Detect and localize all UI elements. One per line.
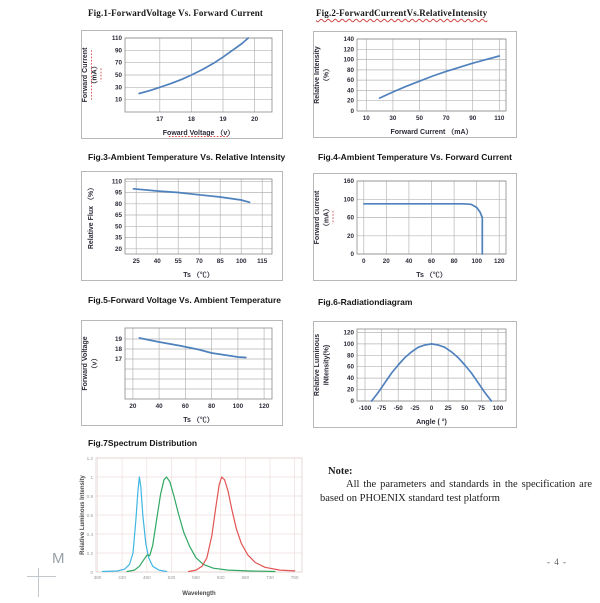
- watermark-m: M: [52, 550, 65, 567]
- svg-text:140: 140: [343, 36, 354, 43]
- svg-text:1.2: 1.2: [86, 456, 93, 461]
- svg-text:Relative Luminous Intensity: Relative Luminous Intensity: [80, 475, 86, 555]
- svg-text:Angle ( °): Angle ( °): [416, 419, 447, 426]
- svg-text:80: 80: [346, 66, 354, 74]
- svg-text:60: 60: [346, 214, 354, 222]
- svg-text:680: 680: [241, 575, 250, 580]
- svg-text:Relative Flux （%）: Relative Flux （%）: [88, 183, 95, 250]
- svg-text:120: 120: [343, 329, 354, 337]
- svg-text:730: 730: [266, 575, 274, 580]
- svg-text:35: 35: [114, 234, 122, 242]
- svg-text:18: 18: [114, 346, 122, 353]
- svg-text:20: 20: [346, 232, 354, 240]
- svg-text:Ts （℃）: Ts （℃）: [183, 272, 214, 279]
- fig6-chart: [313, 321, 517, 428]
- svg-text:120: 120: [493, 258, 505, 265]
- svg-text:0.8: 0.8: [86, 494, 93, 499]
- svg-text:60: 60: [427, 258, 436, 265]
- svg-text:110: 110: [494, 115, 505, 122]
- svg-text:20: 20: [382, 258, 390, 265]
- svg-text:19: 19: [114, 336, 122, 343]
- svg-text:75: 75: [477, 405, 485, 412]
- fig1-title: Fig.1-ForwardVoltage Vs. Forward Current: [88, 8, 264, 18]
- svg-text:1: 1: [90, 475, 93, 480]
- svg-text:17: 17: [114, 356, 122, 363]
- svg-text:Relative Intensity: Relative Intensity: [314, 46, 321, 104]
- svg-text:18: 18: [187, 116, 195, 123]
- svg-text:100: 100: [343, 196, 354, 204]
- svg-text:Relative Luminous: Relative Luminous: [314, 333, 321, 397]
- svg-text:60: 60: [346, 363, 354, 371]
- fig7-chart: [72, 450, 308, 598]
- fig5-title: Fig.5-Forward Voltage Vs. Ambient Temperature: [88, 295, 282, 305]
- watermark-crosshair-hline: [27, 576, 56, 577]
- svg-text:0: 0: [350, 108, 354, 115]
- svg-text:10: 10: [114, 96, 122, 104]
- note-block: [320, 466, 592, 505]
- svg-text:0: 0: [350, 398, 354, 405]
- svg-text:430: 430: [118, 575, 126, 580]
- svg-text:0: 0: [429, 405, 434, 412]
- svg-text:0: 0: [350, 251, 354, 258]
- svg-text:Forward Current （mA）: Forward Current （mA）: [390, 129, 473, 136]
- svg-text:30: 30: [114, 84, 122, 92]
- fig3-chart: [81, 171, 283, 281]
- svg-text:50: 50: [114, 223, 122, 231]
- svg-text:70: 70: [195, 258, 203, 265]
- svg-text:40: 40: [405, 258, 413, 265]
- fig1-chart: [81, 30, 283, 139]
- svg-text:100: 100: [471, 258, 482, 265]
- svg-text:0.2: 0.2: [86, 551, 93, 556]
- svg-text:Wavelength: Wavelength: [182, 591, 216, 597]
- fig6-title: Fig.6-Radiationdiagram: [318, 297, 413, 307]
- svg-text:25: 25: [444, 405, 452, 412]
- svg-text:115: 115: [257, 258, 268, 265]
- svg-text:0: 0: [362, 258, 366, 265]
- svg-text:100: 100: [232, 403, 244, 410]
- svg-text:40: 40: [155, 403, 163, 410]
- svg-text:80: 80: [114, 200, 122, 208]
- svg-text:19: 19: [219, 116, 227, 123]
- svg-text:-100: -100: [358, 405, 372, 412]
- svg-text:80: 80: [346, 352, 354, 360]
- svg-text:（mA）: （mA）: [91, 62, 99, 88]
- fig7-title: Fig.7Spectrum Distribution: [88, 438, 198, 448]
- svg-text:110: 110: [111, 178, 122, 186]
- svg-text:55: 55: [174, 258, 182, 265]
- svg-text:80: 80: [450, 258, 458, 265]
- fig3-title: Fig.3-Ambient Temperature Vs. Relative Intensity: [88, 152, 286, 162]
- page-number: - 4 -: [547, 557, 567, 567]
- svg-text:Forward Voltage: Forward Voltage: [82, 336, 89, 391]
- svg-text:Ts （℃）: Ts （℃）: [416, 272, 447, 279]
- svg-text:0: 0: [90, 570, 93, 575]
- svg-text:40: 40: [153, 258, 161, 265]
- fig4-title: Fig.4-Ambient Temperature Vs. Forward Current: [318, 152, 512, 162]
- svg-text:120: 120: [258, 403, 270, 410]
- svg-text:530: 530: [167, 575, 176, 580]
- svg-text:60: 60: [181, 403, 189, 410]
- svg-text:-50: -50: [393, 405, 403, 412]
- svg-text:95: 95: [114, 189, 122, 197]
- svg-text:100: 100: [343, 340, 354, 348]
- svg-text:（v）: （v）: [91, 354, 99, 373]
- svg-text:50: 50: [461, 405, 469, 412]
- svg-text:100: 100: [492, 405, 504, 412]
- svg-text:90: 90: [114, 47, 122, 55]
- svg-text:100: 100: [343, 56, 354, 64]
- svg-text:-25: -25: [410, 405, 420, 412]
- watermark-crosshair-vline: [38, 568, 39, 597]
- svg-text:20: 20: [114, 245, 122, 253]
- svg-text:25: 25: [132, 258, 140, 265]
- svg-text:160: 160: [343, 178, 354, 185]
- svg-text:90: 90: [469, 115, 477, 122]
- svg-text:40: 40: [346, 87, 354, 95]
- svg-text:380: 380: [93, 575, 102, 580]
- fig5-chart: [81, 320, 283, 426]
- svg-text:Forward current: Forward current: [314, 190, 321, 245]
- svg-text:10: 10: [362, 115, 370, 122]
- svg-text:0.4: 0.4: [86, 532, 93, 537]
- svg-text:60: 60: [346, 77, 354, 85]
- svg-text:INtensity(%): INtensity(%): [323, 344, 331, 386]
- svg-text:70: 70: [442, 115, 450, 122]
- svg-text:Forward Current: Forward Current: [82, 47, 89, 103]
- svg-text:17: 17: [156, 116, 164, 123]
- svg-text:50: 50: [114, 72, 122, 79]
- svg-text:65: 65: [114, 212, 122, 219]
- svg-text:（mA）: （mA）: [323, 204, 331, 231]
- svg-text:30: 30: [389, 115, 397, 122]
- svg-text:780: 780: [290, 575, 299, 580]
- svg-text:80: 80: [208, 403, 216, 410]
- svg-text:（%）: （%）: [323, 64, 331, 86]
- svg-text:20: 20: [129, 403, 137, 410]
- svg-text:40: 40: [346, 375, 354, 383]
- svg-text:480: 480: [142, 575, 151, 580]
- fig2-chart: [313, 31, 517, 138]
- svg-text:20: 20: [346, 386, 354, 394]
- svg-text:20: 20: [251, 116, 259, 123]
- fig4-chart: [313, 173, 517, 281]
- svg-text:100: 100: [235, 258, 247, 265]
- svg-text:85: 85: [216, 258, 224, 265]
- svg-text:630: 630: [216, 575, 225, 580]
- svg-text:110: 110: [111, 35, 122, 42]
- svg-text:580: 580: [192, 575, 200, 580]
- svg-text:70: 70: [114, 59, 122, 67]
- svg-text:120: 120: [343, 46, 354, 54]
- svg-text:-75: -75: [377, 405, 387, 412]
- svg-text:Ts （℃）: Ts （℃）: [183, 417, 214, 424]
- note-body: All the parameters and standards in the specification are based on PHOENIX standard test platform: [320, 479, 592, 504]
- note-heading: Note:: [328, 466, 353, 477]
- svg-text:20: 20: [346, 97, 354, 105]
- svg-text:0.6: 0.6: [86, 513, 93, 518]
- fig2-title: Fig.2-ForwardCurrentVs.RelativeIntensity: [316, 8, 488, 18]
- svg-text:50: 50: [415, 115, 424, 122]
- svg-text:Foward Voltage （v）: Foward Voltage （v）: [162, 130, 235, 137]
